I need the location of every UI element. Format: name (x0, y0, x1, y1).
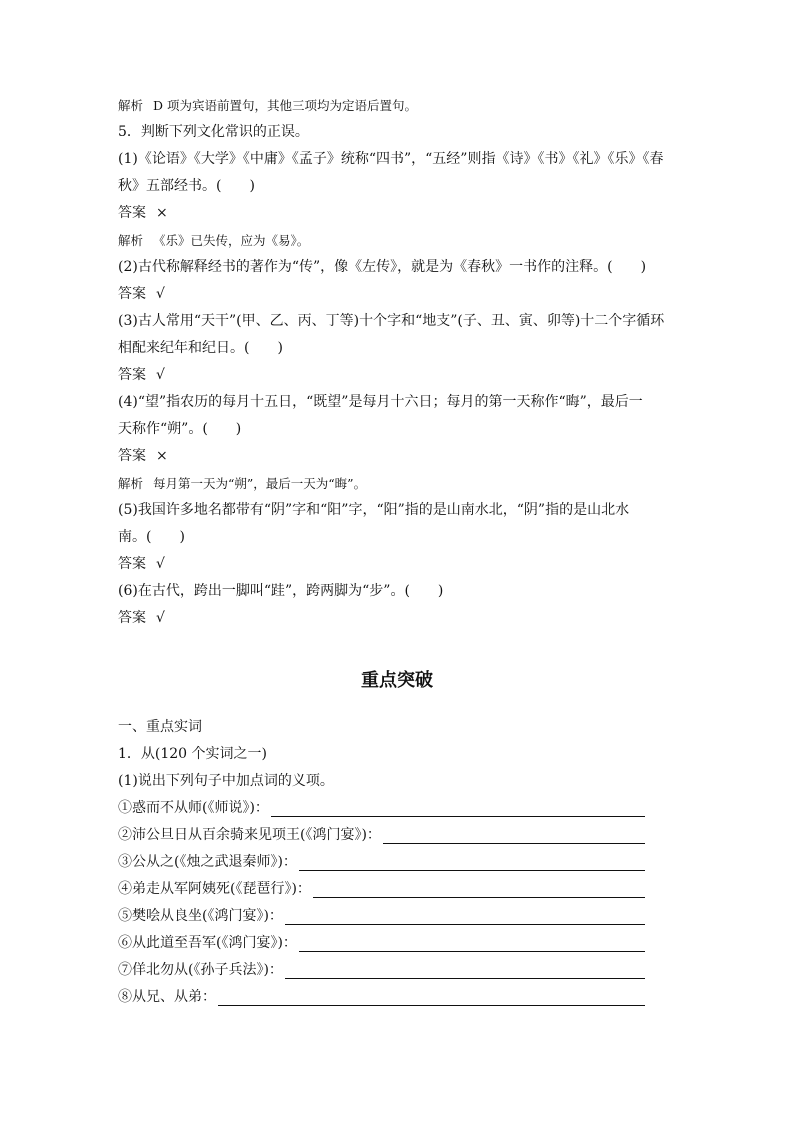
item-2-line-1: (2)古代称解释经书的著作为“传”，像《左传》，就是为《春秋》一书作的注释。( ) (118, 259, 647, 275)
analysis-text: 每月第一天为“朔”，最后一天为“晦”。 (153, 476, 367, 491)
answer-blank[interactable] (299, 933, 645, 952)
answer-text: √ (156, 367, 165, 383)
analysis-label: 解析 (118, 476, 144, 491)
fill-item-prompt: ⑧从兄、从弟： (118, 989, 216, 1005)
answer-line (118, 281, 683, 308)
item-4-line-2: 天称作“朔”。( ) (118, 421, 242, 437)
answer-label: 答案 (118, 367, 146, 383)
item-1-line-1: (1)《论语》《大学》《中庸》《孟子》统称“四书”，“五经”则指《诗》《书》《礼》《乐》《春 (118, 151, 664, 167)
answer-blank[interactable] (285, 906, 645, 925)
item-1-line-2: 秋》五部经书。( ) (118, 178, 255, 194)
fill-item-prompt: ②沛公旦日从百余骑来见项王(《鸿门宴》)： (118, 827, 381, 843)
fill-item-prompt: ④弟走从军阿姨死(《琵琶行》)： (118, 881, 311, 897)
fill-item-prompt: ③公从之(《烛之武退秦师》)： (118, 854, 297, 870)
answer-line (118, 551, 683, 578)
answer-text: √ (156, 556, 165, 572)
answer-line (118, 362, 683, 389)
answer-text: × (156, 448, 168, 464)
fill-item (118, 849, 645, 876)
answer-line (118, 443, 683, 470)
analysis-text: 《乐》已失传，应为《易》。 (153, 233, 310, 248)
section-title: 重点突破 (361, 670, 433, 691)
fill-item (118, 795, 645, 822)
analysis-text: D 项为宾语前置句，其他三项均为定语后置句。 (153, 98, 418, 113)
word-heading: 1．从(120 个实词之一) (118, 746, 268, 762)
fill-item (118, 984, 645, 1011)
answer-text: √ (156, 610, 165, 626)
answer-blank[interactable] (285, 960, 645, 979)
fill-item-prompt: ⑤樊哙从良坐(《鸿门宴》)： (118, 908, 283, 924)
analysis-label: 解析 (118, 233, 144, 248)
analysis-line (118, 227, 683, 254)
fill-item-prompt: ⑥从此道至吾军(《鸿门宴》)： (118, 935, 297, 951)
answer-line (118, 605, 683, 632)
answer-blank[interactable] (313, 879, 645, 898)
fill-item (118, 822, 645, 849)
answer-label: 答案 (118, 448, 146, 464)
answer-label: 答案 (118, 286, 146, 302)
item-4-line-1: (4)“望”指农历的每月十五日，“既望”是每月十六日；每月的第一天称作“晦”，最后一 (118, 394, 643, 410)
item-3-line-1: (3)古人常用“天干”(甲、乙、丙、丁等)十个字和“地支”(子、丑、寅、卯等)十二个字循环 (118, 313, 665, 329)
answer-label: 答案 (118, 610, 146, 626)
item-6-line-1: (6)在古代，跨出一脚叫“跬”，跨两脚为“步”。( ) (118, 583, 444, 599)
answer-label: 答案 (118, 205, 146, 221)
answer-line (118, 200, 683, 227)
fill-item (118, 930, 645, 957)
fill-item (118, 876, 645, 903)
key-points-section (118, 714, 645, 1011)
task-instruction: (1)说出下列句子中加点词的义项。 (118, 773, 334, 789)
exercise-section (118, 92, 683, 632)
fill-item-prompt: ①惑而不从师(《师说》)： (118, 800, 269, 816)
subsection-heading: 一、重点实词 (118, 719, 202, 735)
answer-blank[interactable] (383, 825, 645, 844)
question-5-heading: 5．判断下列文化常识的正误。 (118, 124, 309, 140)
answer-label: 答案 (118, 556, 146, 572)
analysis-line (118, 92, 683, 119)
item-5-line-1: (5)我国许多地名都带有“阴”字和“阳”字，“阳”指的是山南水北，“阴”指的是山北水 (118, 502, 630, 518)
answer-blank[interactable] (299, 852, 645, 871)
answer-blank[interactable] (271, 798, 645, 817)
analysis-label: 解析 (118, 98, 144, 113)
item-5-line-2: 南。( ) (118, 529, 185, 545)
answer-text: × (156, 205, 168, 221)
fill-item-prompt: ⑦佯北勿从(《孙子兵法》)： (118, 962, 283, 978)
item-3-line-2: 相配来纪年和纪日。( ) (118, 340, 283, 356)
fill-item (118, 957, 645, 984)
analysis-line (118, 470, 683, 497)
answer-blank[interactable] (218, 987, 645, 1006)
fill-item (118, 903, 645, 930)
answer-text: √ (156, 286, 165, 302)
